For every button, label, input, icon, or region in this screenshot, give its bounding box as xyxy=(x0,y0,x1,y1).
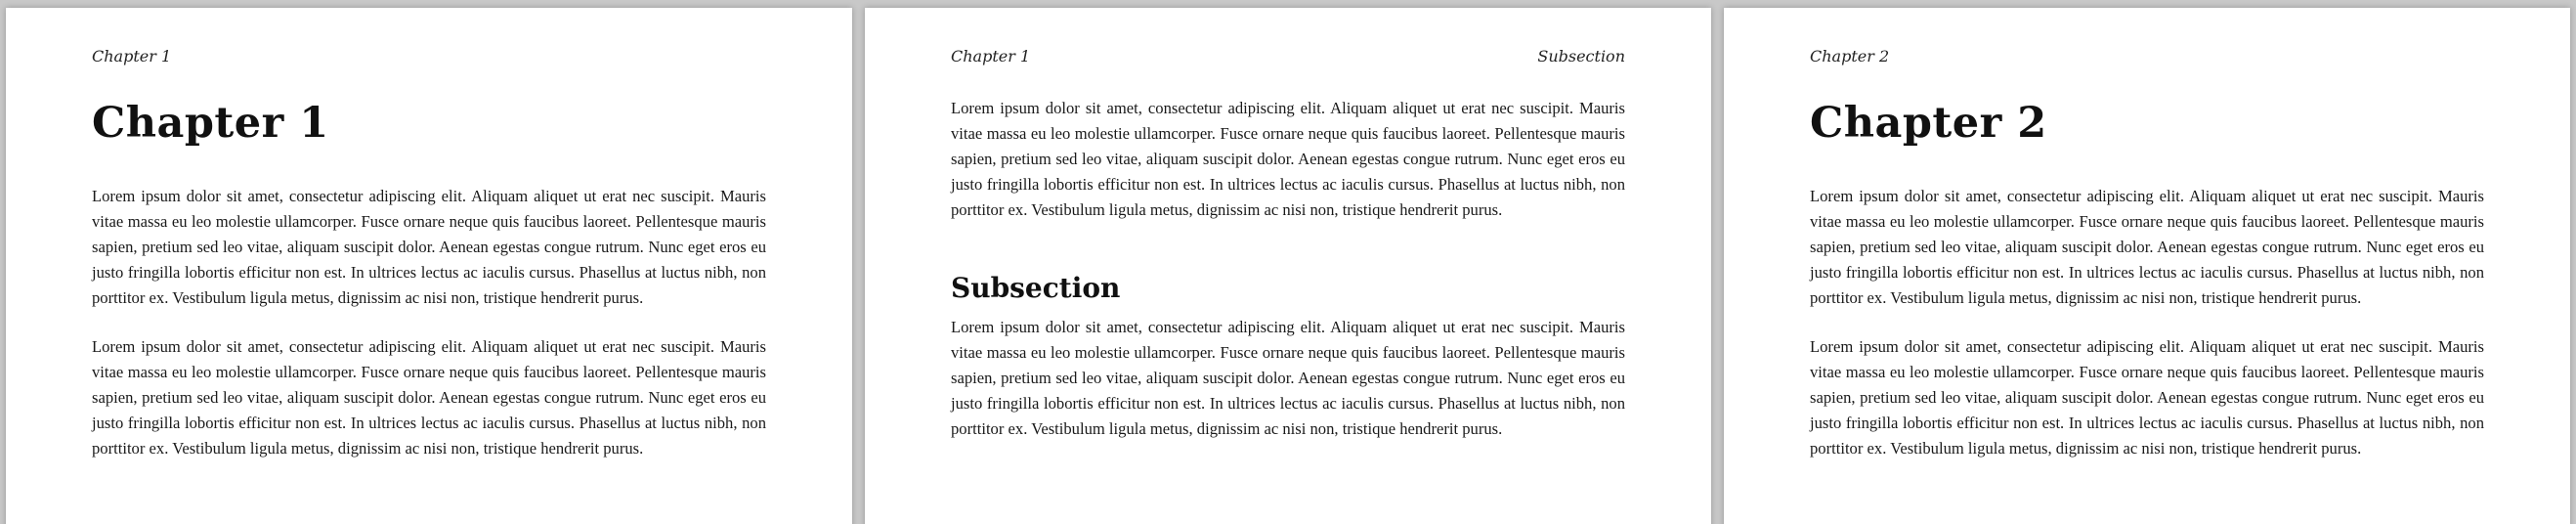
paragraph: Lorem ipsum dolor sit amet, consectetur adipiscing elit. Aliquam aliquet ut erat nec suscipit. Mauris vitae massa eu leo molestie ullamcorper. Fusce ornare neque quis faucibus laoreet. Pellentesque mauris sapien, pretium sed leo vitae, aliquam suscipit dolor. Aenean egestas congue rutrum. Nunc eget eros eu justo fringilla lobortis efficitur non est. In ultrices lectus ac iaculis cursus. Phasellus at luctus nibh, non porttitor ex. Vestibulum ligula metus, dignissim ac nisi non, tristique hendrerit purus. xyxy=(951,99,1625,219)
paragraph: Lorem ipsum dolor sit amet, consectetur adipiscing elit. Aliquam aliquet ut erat nec suscipit. Mauris vitae massa eu leo molestie ullamcorper. Fusce ornare neque quis faucibus laoreet. Pellentesque mauris sapien, pretium sed leo vitae, aliquam suscipit dolor. Aenean egestas congue rutrum. Nunc eget eros eu justo fringilla lobortis efficitur non est. In ultrices lectus ac iaculis cursus. Phasellus at luctus nibh, non porttitor ex. Vestibulum ligula metus, dignissim ac nisi non, tristique hendrerit purus. xyxy=(1810,337,2484,458)
running-head-left: Chapter 2 xyxy=(1810,47,1890,66)
paragraph: Lorem ipsum dolor sit amet, consectetur adipiscing elit. Aliquam aliquet ut erat nec suscipit. Mauris vitae massa eu leo molestie ullamcorper. Fusce ornare neque quis faucibus laoreet. Pellentesque mauris sapien, pretium sed leo vitae, aliquam suscipit dolor. Aenean egestas congue rutrum. Nunc eget eros eu justo fringilla lobortis efficitur non est. In ultrices lectus ac iaculis cursus. Phasellus at luctus nibh, non porttitor ex. Vestibulum ligula metus, dignissim ac nisi non, tristique hendrerit purus. xyxy=(951,318,1625,438)
section-title: Subsection xyxy=(951,272,1121,304)
running-head-left: Chapter 1 xyxy=(951,47,1031,66)
chapter-title: Chapter 1 xyxy=(92,99,329,148)
page-3 xyxy=(1724,8,2570,524)
page-1 xyxy=(6,8,852,524)
paragraph: Lorem ipsum dolor sit amet, consectetur adipiscing elit. Aliquam aliquet ut erat nec suscipit. Mauris vitae massa eu leo molestie ullamcorper. Fusce ornare neque quis faucibus laoreet. Pellentesque mauris sapien, pretium sed leo vitae, aliquam suscipit dolor. Aenean egestas congue rutrum. Nunc eget eros eu justo fringilla lobortis efficitur non est. In ultrices lectus ac iaculis cursus. Phasellus at luctus nibh, non porttitor ex. Vestibulum ligula metus, dignissim ac nisi non, tristique hendrerit purus. xyxy=(92,337,766,458)
running-head-left: Chapter 1 xyxy=(92,47,172,66)
running-head xyxy=(951,47,1625,66)
paragraph: Lorem ipsum dolor sit amet, consectetur adipiscing elit. Aliquam aliquet ut erat nec suscipit. Mauris vitae massa eu leo molestie ullamcorper. Fusce ornare neque quis faucibus laoreet. Pellentesque mauris sapien, pretium sed leo vitae, aliquam suscipit dolor. Aenean egestas congue rutrum. Nunc eget eros eu justo fringilla lobortis efficitur non est. In ultrices lectus ac iaculis cursus. Phasellus at luctus nibh, non porttitor ex. Vestibulum ligula metus, dignissim ac nisi non, tristique hendrerit purus. xyxy=(92,187,766,307)
page-content xyxy=(951,96,1625,465)
running-head xyxy=(92,47,766,66)
page-content xyxy=(92,96,766,485)
page-2 xyxy=(865,8,1711,524)
running-head xyxy=(1810,47,2484,66)
page-content xyxy=(1810,96,2484,485)
paragraph: Lorem ipsum dolor sit amet, consectetur adipiscing elit. Aliquam aliquet ut erat nec suscipit. Mauris vitae massa eu leo molestie ullamcorper. Fusce ornare neque quis faucibus laoreet. Pellentesque mauris sapien, pretium sed leo vitae, aliquam suscipit dolor. Aenean egestas congue rutrum. Nunc eget eros eu justo fringilla lobortis efficitur non est. In ultrices lectus ac iaculis cursus. Phasellus at luctus nibh, non porttitor ex. Vestibulum ligula metus, dignissim ac nisi non, tristique hendrerit purus. xyxy=(1810,187,2484,307)
chapter-title: Chapter 2 xyxy=(1810,99,2047,148)
running-head-right: Subsection xyxy=(1537,47,1625,66)
